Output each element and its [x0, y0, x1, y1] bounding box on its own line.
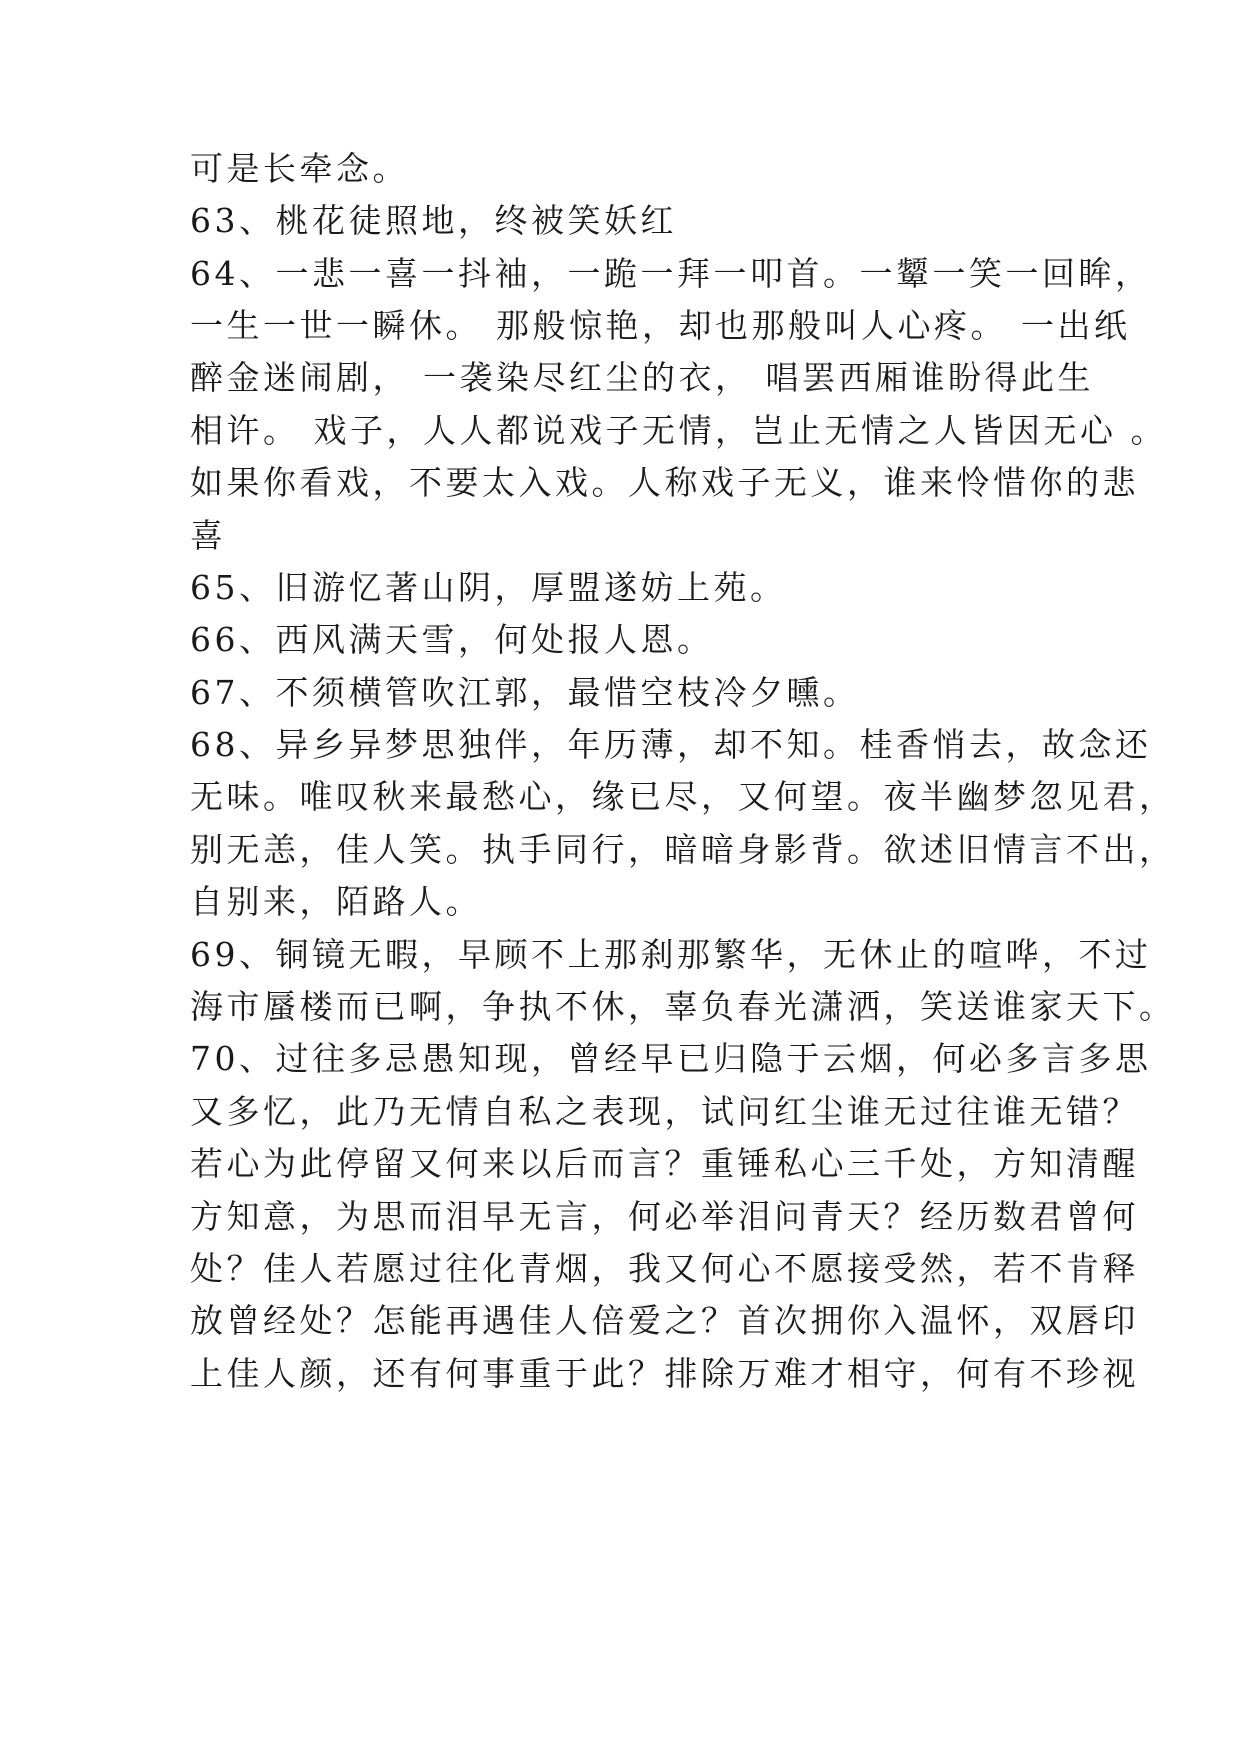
- text-line: 方知意，为思而泪早无言，何必举泪问青天？经历数君曾何: [190, 1197, 1139, 1236]
- text-line: 67、不须横管吹江郭，最惜空枝冷夕曛。: [190, 673, 860, 712]
- text-line: 若心为此停留又何来以后而言？重锤私心三千处，方知清醒: [190, 1144, 1139, 1183]
- text-line: 相许。 戏子，人人都说戏子无情，岂止无情之人皆因无心 。: [190, 411, 1167, 450]
- text-line: 上佳人颜，还有何事重于此？排除万难才相守，何有不珍视: [190, 1354, 1139, 1393]
- text-line: 别无恙，佳人笑。执手同行，暗暗身影背。欲述旧情言不出，: [190, 830, 1176, 869]
- text-line: 又多忆，此乃无情自私之表现，试问红尘谁无过往谁无错？: [190, 1092, 1139, 1131]
- text-line: 海市蜃楼而已啊，争执不休，辜负春光潇洒，笑送谁家天下。: [190, 987, 1176, 1026]
- text-line: 可是长牵念。: [190, 149, 409, 188]
- text-line: 64、一悲一喜一抖袖，一跪一拜一叩首。一颦一笑一回眸，: [190, 254, 1152, 293]
- text-line: 63、桃花徒照地，终被笑妖红: [190, 201, 677, 240]
- text-line: 68、异乡异梦思独伴，年历薄，却不知。桂香悄去，故念还: [190, 725, 1152, 764]
- text-line: 无味。唯叹秋来最愁心，缘已尽，又何望。夜半幽梦忽见君，: [190, 777, 1176, 816]
- text-line: 一生一世一瞬休。 那般惊艳，却也那般叫人心疼。 一出纸: [190, 306, 1131, 345]
- text-line: 66、西风满天雪，何处报人恩。: [190, 620, 714, 659]
- text-line: 如果你看戏，不要太入戏。人称戏子无义，谁来怜惜你的悲: [190, 463, 1139, 502]
- text-line: 处？佳人若愿过往化青烟，我又何心不愿接受然，若不肯释: [190, 1249, 1139, 1288]
- text-line: 65、旧游忆著山阴，厚盟遂妨上苑。: [190, 568, 787, 607]
- text-line: 放曾经处？怎能再遇佳人倍爱之？首次拥你入温怀，双唇印: [190, 1301, 1139, 1340]
- text-line: 69、铜镜无暇，早顾不上那刹那繁华，无休止的喧哗，不过: [190, 935, 1152, 974]
- text-line: 喜: [190, 516, 227, 555]
- text-line: 自别来，陌路人。: [190, 882, 482, 921]
- text-line: 醉金迷闹剧， 一袭染尽红尘的衣， 唱罢西厢谁盼得此生: [190, 358, 1094, 397]
- text-line: 70、过往多忌愚知现，曾经早已归隐于云烟，何必多言多思: [190, 1039, 1152, 1078]
